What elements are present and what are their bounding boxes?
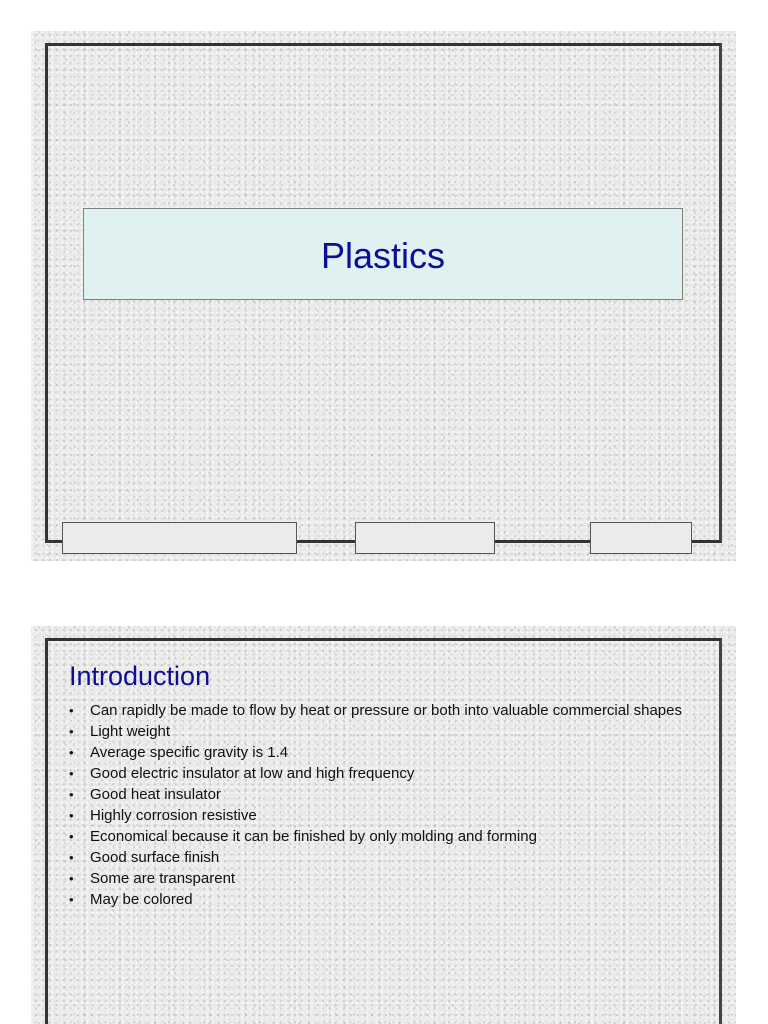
list-item xyxy=(65,763,685,784)
list-item xyxy=(65,721,685,742)
list-item xyxy=(65,847,685,868)
slide-title xyxy=(31,31,736,561)
list-item xyxy=(65,700,685,721)
bullet-list xyxy=(65,700,685,910)
bullet-dot-icon: • xyxy=(69,703,74,718)
footer-text-placeholder xyxy=(355,522,495,554)
bullet-dot-icon: • xyxy=(69,808,74,823)
list-item xyxy=(65,805,685,826)
bullet-dot-icon: • xyxy=(69,871,74,886)
bullet-dot-icon: • xyxy=(69,892,74,907)
bullet-dot-icon: • xyxy=(69,829,74,844)
bullet-text: Some are transparent xyxy=(90,870,236,887)
list-item xyxy=(65,826,685,847)
bullet-dot-icon: • xyxy=(69,787,74,802)
bullet-text: Good electric insulator at low and high frequency xyxy=(90,765,415,782)
bullet-text: Light weight xyxy=(90,723,171,740)
bullet-text: May be colored xyxy=(90,891,193,908)
bullet-dot-icon: • xyxy=(69,724,74,739)
bullet-text: Can rapidly be made to flow by heat or pressure or both into valuable commercial shapes xyxy=(90,702,682,719)
slide-heading: Introduction xyxy=(69,661,211,691)
list-item xyxy=(65,742,685,763)
slide-introduction xyxy=(31,626,736,1024)
bullet-text: Good heat insulator xyxy=(90,786,221,803)
bullet-dot-icon: • xyxy=(69,766,74,781)
footer-slide-number-placeholder xyxy=(590,522,692,554)
bullet-text: Average specific gravity is 1.4 xyxy=(90,744,289,761)
title-box xyxy=(83,208,683,300)
list-item xyxy=(65,784,685,805)
list-item xyxy=(65,889,685,910)
bullet-text: Economical because it can be finished by only molding and forming xyxy=(90,828,537,845)
slide-title-text: Plastics xyxy=(320,235,446,276)
bullet-text: Good surface finish xyxy=(90,849,220,866)
bullet-text: Highly corrosion resistive xyxy=(90,807,257,824)
bullet-dot-icon: • xyxy=(69,850,74,865)
footer-date-placeholder xyxy=(62,522,297,554)
list-item xyxy=(65,868,685,889)
bullet-dot-icon: • xyxy=(69,745,74,760)
